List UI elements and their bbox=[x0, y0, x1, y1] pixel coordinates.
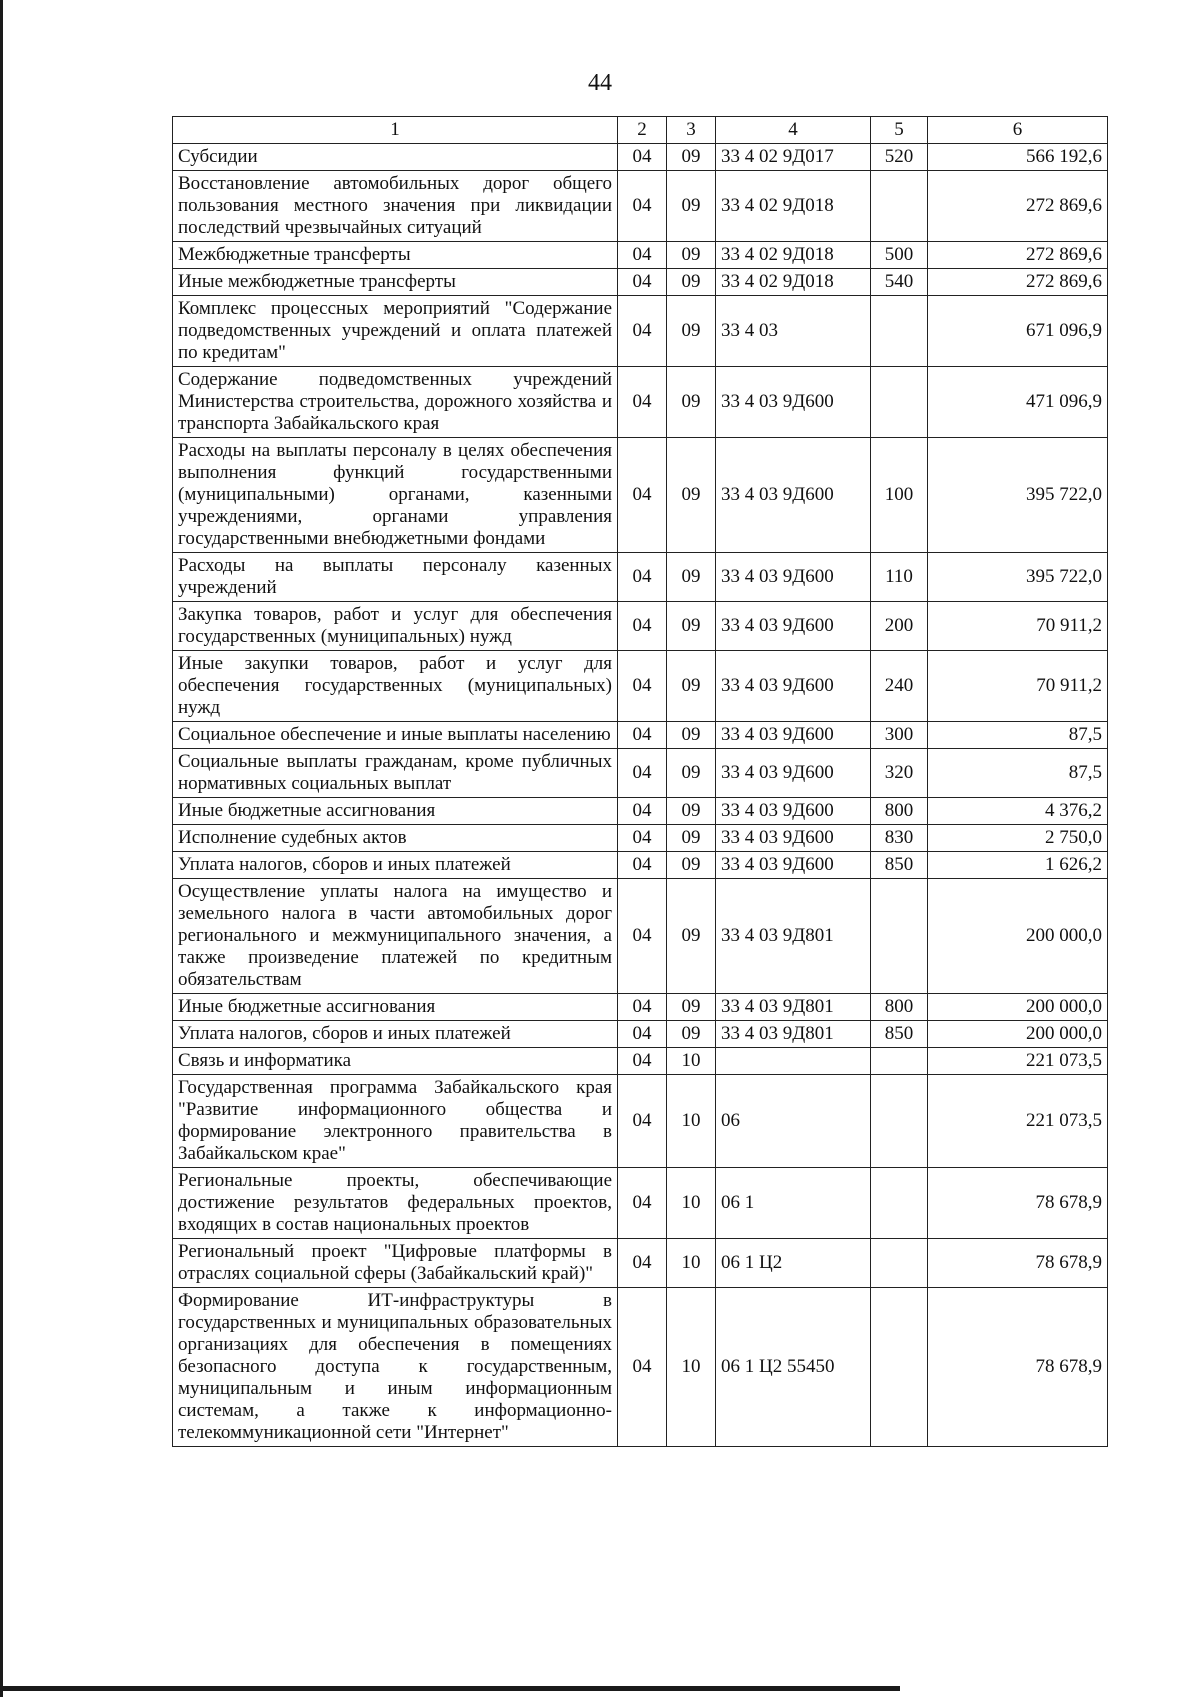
section-code: 04 bbox=[618, 242, 667, 269]
subsection-code: 10 bbox=[667, 1048, 716, 1075]
column-header: 2 bbox=[618, 117, 667, 144]
target-article-code: 33 4 02 9Д018 bbox=[716, 242, 871, 269]
amount: 395 722,0 bbox=[928, 553, 1108, 602]
section-code: 04 bbox=[618, 269, 667, 296]
section-code: 04 bbox=[618, 1075, 667, 1168]
table-row bbox=[173, 722, 1108, 749]
amount: 566 192,6 bbox=[928, 144, 1108, 171]
amount: 78 678,9 bbox=[928, 1239, 1108, 1288]
row-name: Содержание подведомственных учреждений Министерства строительства, дорожного хозяйства и транспорта Забайкальского края bbox=[173, 367, 618, 438]
row-name: Восстановление автомобильных дорог общего пользования местного значения при ликвидации последствий чрезвычайных ситуаций bbox=[173, 171, 618, 242]
amount: 200 000,0 bbox=[928, 1021, 1108, 1048]
expense-type-code: 830 bbox=[871, 825, 928, 852]
subsection-code: 09 bbox=[667, 798, 716, 825]
subsection-code: 09 bbox=[667, 722, 716, 749]
row-name: Исполнение судебных актов bbox=[173, 825, 618, 852]
section-code: 04 bbox=[618, 651, 667, 722]
table-row bbox=[173, 1075, 1108, 1168]
section-code: 04 bbox=[618, 1021, 667, 1048]
target-article-code: 33 4 03 bbox=[716, 296, 871, 367]
section-code: 04 bbox=[618, 825, 667, 852]
section-code: 04 bbox=[618, 749, 667, 798]
expense-type-code: 800 bbox=[871, 798, 928, 825]
target-article-code bbox=[716, 1048, 871, 1075]
amount: 78 678,9 bbox=[928, 1168, 1108, 1239]
budget-table bbox=[172, 116, 1108, 1447]
amount: 272 869,6 bbox=[928, 171, 1108, 242]
section-code: 04 bbox=[618, 367, 667, 438]
table-row bbox=[173, 144, 1108, 171]
amount: 70 911,2 bbox=[928, 602, 1108, 651]
scan-edge-bottom bbox=[0, 1686, 900, 1691]
row-name: Формирование ИТ-инфраструктуры в государственных и муниципальных образовательных организациях для обеспечения в помещениях безопасного доступа к государственным, муниципальным и иным информационным системам, а также к информационно-телекоммуникационной сети "Интернет" bbox=[173, 1288, 618, 1447]
subsection-code: 09 bbox=[667, 651, 716, 722]
amount: 671 096,9 bbox=[928, 296, 1108, 367]
table-row bbox=[173, 994, 1108, 1021]
section-code: 04 bbox=[618, 144, 667, 171]
amount: 200 000,0 bbox=[928, 879, 1108, 994]
row-name: Расходы на выплаты персоналу в целях обеспечения выполнения функций государственными (муниципальными) органами, казенными учреждениями, органами управления государственными внебюджетными фондами bbox=[173, 438, 618, 553]
expense-type-code bbox=[871, 1048, 928, 1075]
table-row bbox=[173, 1021, 1108, 1048]
table-row bbox=[173, 438, 1108, 553]
column-header: 5 bbox=[871, 117, 928, 144]
section-code: 04 bbox=[618, 553, 667, 602]
target-article-code: 06 1 bbox=[716, 1168, 871, 1239]
subsection-code: 09 bbox=[667, 994, 716, 1021]
table-row bbox=[173, 1288, 1108, 1447]
amount: 78 678,9 bbox=[928, 1288, 1108, 1447]
subsection-code: 09 bbox=[667, 438, 716, 553]
column-header: 4 bbox=[716, 117, 871, 144]
table-row bbox=[173, 1048, 1108, 1075]
row-name: Иные закупки товаров, работ и услуг для обеспечения государственных (муниципальных) нужд bbox=[173, 651, 618, 722]
row-name: Иные бюджетные ассигнования bbox=[173, 994, 618, 1021]
section-code: 04 bbox=[618, 1239, 667, 1288]
target-article-code: 33 4 02 9Д017 bbox=[716, 144, 871, 171]
row-name: Связь и информатика bbox=[173, 1048, 618, 1075]
column-header: 6 bbox=[928, 117, 1108, 144]
section-code: 04 bbox=[618, 852, 667, 879]
column-header: 3 bbox=[667, 117, 716, 144]
page-number: 44 bbox=[588, 70, 612, 96]
expense-type-code bbox=[871, 296, 928, 367]
section-code: 04 bbox=[618, 994, 667, 1021]
amount: 200 000,0 bbox=[928, 994, 1108, 1021]
amount: 87,5 bbox=[928, 749, 1108, 798]
header-row bbox=[173, 117, 1108, 144]
row-name: Уплата налогов, сборов и иных платежей bbox=[173, 852, 618, 879]
expense-type-code: 850 bbox=[871, 852, 928, 879]
amount: 70 911,2 bbox=[928, 651, 1108, 722]
target-article-code: 33 4 03 9Д600 bbox=[716, 602, 871, 651]
target-article-code: 33 4 03 9Д801 bbox=[716, 994, 871, 1021]
expense-type-code: 240 bbox=[871, 651, 928, 722]
amount: 221 073,5 bbox=[928, 1075, 1108, 1168]
expense-type-code: 540 bbox=[871, 269, 928, 296]
table-row bbox=[173, 651, 1108, 722]
subsection-code: 09 bbox=[667, 1021, 716, 1048]
table-row bbox=[173, 553, 1108, 602]
expense-type-code bbox=[871, 1168, 928, 1239]
row-name: Государственная программа Забайкальского края "Развитие информационного общества и формирование электронного правительства в Забайкальском крае" bbox=[173, 1075, 618, 1168]
subsection-code: 09 bbox=[667, 144, 716, 171]
table-row bbox=[173, 171, 1108, 242]
scan-edge-left bbox=[0, 0, 3, 1697]
section-code: 04 bbox=[618, 296, 667, 367]
section-code: 04 bbox=[618, 798, 667, 825]
table-row bbox=[173, 749, 1108, 798]
subsection-code: 10 bbox=[667, 1075, 716, 1168]
section-code: 04 bbox=[618, 1168, 667, 1239]
amount: 272 869,6 bbox=[928, 269, 1108, 296]
expense-type-code: 110 bbox=[871, 553, 928, 602]
row-name: Субсидии bbox=[173, 144, 618, 171]
target-article-code: 33 4 03 9Д600 bbox=[716, 367, 871, 438]
table-row bbox=[173, 879, 1108, 994]
target-article-code: 33 4 03 9Д600 bbox=[716, 852, 871, 879]
amount: 2 750,0 bbox=[928, 825, 1108, 852]
row-name: Иные бюджетные ассигнования bbox=[173, 798, 618, 825]
table-row bbox=[173, 852, 1108, 879]
target-article-code: 33 4 03 9Д600 bbox=[716, 553, 871, 602]
table-body bbox=[173, 144, 1108, 1447]
target-article-code: 33 4 03 9Д801 bbox=[716, 879, 871, 994]
subsection-code: 09 bbox=[667, 242, 716, 269]
subsection-code: 09 bbox=[667, 553, 716, 602]
expense-type-code: 800 bbox=[871, 994, 928, 1021]
amount: 4 376,2 bbox=[928, 798, 1108, 825]
column-header: 1 bbox=[173, 117, 618, 144]
subsection-code: 09 bbox=[667, 296, 716, 367]
subsection-code: 09 bbox=[667, 602, 716, 651]
target-article-code: 33 4 03 9Д600 bbox=[716, 722, 871, 749]
expense-type-code: 100 bbox=[871, 438, 928, 553]
subsection-code: 10 bbox=[667, 1168, 716, 1239]
expense-type-code bbox=[871, 171, 928, 242]
expense-type-code bbox=[871, 1288, 928, 1447]
subsection-code: 10 bbox=[667, 1239, 716, 1288]
expense-type-code: 850 bbox=[871, 1021, 928, 1048]
subsection-code: 09 bbox=[667, 367, 716, 438]
subsection-code: 09 bbox=[667, 825, 716, 852]
target-article-code: 06 1 Ц2 55450 bbox=[716, 1288, 871, 1447]
section-code: 04 bbox=[618, 1288, 667, 1447]
target-article-code: 33 4 03 9Д600 bbox=[716, 749, 871, 798]
table-row bbox=[173, 242, 1108, 269]
target-article-code: 33 4 03 9Д600 bbox=[716, 438, 871, 553]
expense-type-code bbox=[871, 1075, 928, 1168]
expense-type-code: 500 bbox=[871, 242, 928, 269]
row-name: Иные межбюджетные трансферты bbox=[173, 269, 618, 296]
row-name: Закупка товаров, работ и услуг для обеспечения государственных (муниципальных) нужд bbox=[173, 602, 618, 651]
section-code: 04 bbox=[618, 1048, 667, 1075]
target-article-code: 33 4 03 9Д600 bbox=[716, 651, 871, 722]
expense-type-code: 200 bbox=[871, 602, 928, 651]
table-row bbox=[173, 825, 1108, 852]
expense-type-code: 320 bbox=[871, 749, 928, 798]
section-code: 04 bbox=[618, 171, 667, 242]
section-code: 04 bbox=[618, 722, 667, 749]
expense-type-code bbox=[871, 879, 928, 994]
amount: 87,5 bbox=[928, 722, 1108, 749]
section-code: 04 bbox=[618, 602, 667, 651]
subsection-code: 09 bbox=[667, 749, 716, 798]
subsection-code: 09 bbox=[667, 171, 716, 242]
target-article-code: 33 4 03 9Д801 bbox=[716, 1021, 871, 1048]
target-article-code: 06 bbox=[716, 1075, 871, 1168]
subsection-code: 09 bbox=[667, 879, 716, 994]
table-row bbox=[173, 367, 1108, 438]
subsection-code: 09 bbox=[667, 852, 716, 879]
amount: 272 869,6 bbox=[928, 242, 1108, 269]
section-code: 04 bbox=[618, 438, 667, 553]
table-row bbox=[173, 269, 1108, 296]
table-row bbox=[173, 798, 1108, 825]
target-article-code: 33 4 03 9Д600 bbox=[716, 798, 871, 825]
table-row bbox=[173, 1168, 1108, 1239]
table-row bbox=[173, 602, 1108, 651]
row-name: Осуществление уплаты налога на имущество и земельного налога в части автомобильных дорог регионального и межмуниципального значения, а также произведение платежей по кредитным обязательствам bbox=[173, 879, 618, 994]
row-name: Социальное обеспечение и иные выплаты населению bbox=[173, 722, 618, 749]
table-row bbox=[173, 1239, 1108, 1288]
expense-type-code bbox=[871, 1239, 928, 1288]
expense-type-code: 520 bbox=[871, 144, 928, 171]
amount: 395 722,0 bbox=[928, 438, 1108, 553]
target-article-code: 33 4 02 9Д018 bbox=[716, 269, 871, 296]
section-code: 04 bbox=[618, 879, 667, 994]
subsection-code: 10 bbox=[667, 1288, 716, 1447]
row-name: Межбюджетные трансферты bbox=[173, 242, 618, 269]
row-name: Комплекс процессных мероприятий "Содержание подведомственных учреждений и оплата платежей по кредитам" bbox=[173, 296, 618, 367]
expense-type-code bbox=[871, 367, 928, 438]
expense-type-code: 300 bbox=[871, 722, 928, 749]
amount: 1 626,2 bbox=[928, 852, 1108, 879]
row-name: Уплата налогов, сборов и иных платежей bbox=[173, 1021, 618, 1048]
row-name: Социальные выплаты гражданам, кроме публичных нормативных социальных выплат bbox=[173, 749, 618, 798]
target-article-code: 33 4 02 9Д018 bbox=[716, 171, 871, 242]
subsection-code: 09 bbox=[667, 269, 716, 296]
row-name: Расходы на выплаты персоналу казенных учреждений bbox=[173, 553, 618, 602]
amount: 471 096,9 bbox=[928, 367, 1108, 438]
row-name: Региональные проекты, обеспечивающие достижение результатов федеральных проектов, входящих в состав национальных проектов bbox=[173, 1168, 618, 1239]
amount: 221 073,5 bbox=[928, 1048, 1108, 1075]
target-article-code: 33 4 03 9Д600 bbox=[716, 825, 871, 852]
table-row bbox=[173, 296, 1108, 367]
row-name: Региональный проект "Цифровые платформы в отраслях социальной сферы (Забайкальский край)" bbox=[173, 1239, 618, 1288]
target-article-code: 06 1 Ц2 bbox=[716, 1239, 871, 1288]
